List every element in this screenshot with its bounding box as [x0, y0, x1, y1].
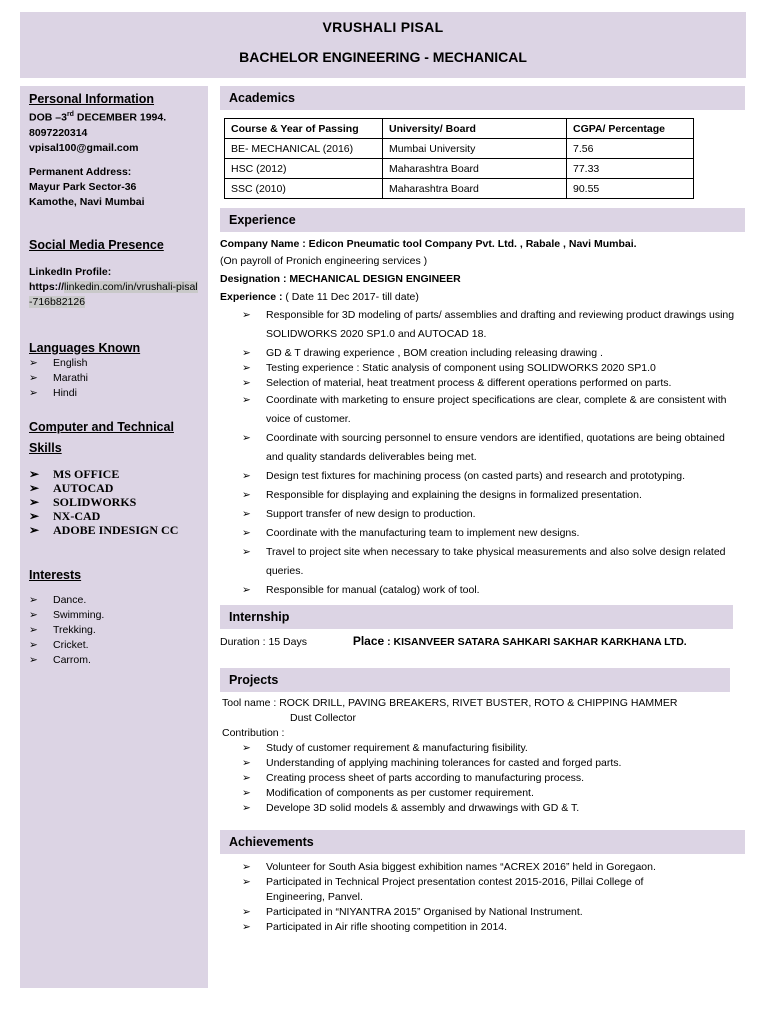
internship-heading: Internship: [220, 605, 733, 629]
interests-heading: Interests: [29, 567, 82, 582]
address-label: Permanent Address:: [29, 165, 132, 178]
internship-duration: Duration : 15 Days: [220, 636, 307, 648]
academics-table: [224, 118, 694, 199]
list-item: ➢ Cricket.: [29, 638, 89, 651]
achievement-bullets: [220, 860, 745, 935]
tool-name-continued: Dust Collector: [290, 712, 356, 724]
table-cell: Maharashtra Board: [383, 159, 567, 179]
list-item: ➢ Dance.: [29, 593, 87, 606]
linkedin-label: LinkedIn Profile:: [29, 265, 112, 278]
list-item: ➢ Responsible for manual (catalog) work of tool.: [220, 581, 745, 600]
list-item: ➢ Travel to project site when necessary to take physical measurements and also solve design related queries.: [220, 543, 745, 581]
arrow-bullet-icon: ➢: [242, 861, 251, 873]
languages-list: [29, 356, 199, 401]
arrow-bullet-icon: ➢: [29, 494, 40, 509]
list-item: ➢ Volunteer for South Asia biggest exhibition names “ACREX 2016” held in Goregaon.: [242, 861, 656, 873]
experience-bullets: [220, 306, 745, 600]
languages-heading: Languages Known: [29, 340, 141, 355]
column-header: Course & Year of Passing: [225, 119, 383, 139]
list-item: ➢ Hindi: [29, 386, 77, 399]
arrow-bullet-icon: ➢: [242, 508, 251, 520]
projects-heading: Projects: [220, 668, 730, 692]
arrow-bullet-icon: ➢: [242, 347, 251, 359]
list-item: ➢ English: [29, 356, 88, 369]
table-cell: Maharashtra Board: [383, 179, 567, 199]
sidebar: [20, 86, 208, 988]
list-item: ➢ Develope 3D solid models & assembly and drwawings with GD & T.: [242, 802, 580, 814]
list-item: ➢ Support transfer of new design to production.: [220, 505, 745, 524]
designation: Designation : MECHANICAL DESIGN ENGINEER: [220, 273, 461, 285]
table-header-row: [225, 119, 694, 139]
personal-info-heading: Personal Information: [29, 92, 155, 106]
payroll-note: (On payroll of Pronich engineering services ): [220, 255, 428, 267]
table-cell: 90.55: [567, 179, 694, 199]
list-item: ➢ Responsible for displaying and explaining the designs in formalized presentation.: [220, 486, 745, 505]
arrow-bullet-icon: ➢: [242, 394, 251, 406]
table-cell: SSC (2010): [225, 179, 383, 199]
arrow-bullet-icon: ➢: [29, 466, 40, 481]
arrow-bullet-icon: ➢: [242, 432, 251, 444]
table-cell: 77.33: [567, 159, 694, 179]
arrow-bullet-icon: ➢: [242, 527, 251, 539]
list-item: ➢ Creating process sheet of parts according to manufacturing process.: [242, 772, 585, 784]
address-line-2: Kamothe, Navi Mumbai: [29, 195, 145, 208]
arrow-bullet-icon: ➢: [242, 309, 251, 321]
arrow-bullet-icon: ➢: [242, 584, 251, 596]
table-row: [225, 139, 694, 159]
arrow-bullet-icon: ➢: [29, 371, 38, 384]
list-item: ➢ Testing experience : Static analysis of component using SOLIDWORKS 2020 SP1.0: [242, 362, 656, 374]
arrow-bullet-icon: ➢: [29, 638, 38, 651]
academics-heading: Academics: [220, 86, 745, 110]
internship-details: [220, 632, 745, 652]
arrow-bullet-icon: ➢: [242, 546, 251, 558]
arrow-bullet-icon: ➢: [29, 508, 40, 523]
list-item: ➢ Trekking.: [29, 623, 96, 636]
table-cell: Mumbai University: [383, 139, 567, 159]
list-item: ➢ AUTOCAD: [29, 480, 114, 495]
table-cell: 7.56: [567, 139, 694, 159]
arrow-bullet-icon: ➢: [242, 772, 251, 784]
main-content: [220, 86, 745, 935]
list-item: ➢ SOLIDWORKS: [29, 494, 137, 509]
table-row: [225, 179, 694, 199]
arrow-bullet-icon: ➢: [242, 362, 251, 374]
resume-header: [20, 12, 746, 78]
contribution-label: Contribution :: [222, 727, 285, 739]
list-item: ➢ NX-CAD: [29, 508, 101, 523]
list-item: ➢ Responsible for 3D modeling of parts/ assemblies and drafting and reviewing product drawings using SOLIDWORKS 2020 SP1.0 and AUTOCAD 18.: [220, 306, 745, 344]
linkedin-link[interactable]: https://linkedin.com/in/vrushali-pisal-716b82126: [29, 280, 198, 308]
list-item: ➢ Participated in Technical Project presentation contest 2015-2016, Pillai College of Engineering, Panvel.: [242, 876, 644, 903]
internship-place: : KISANVEER SATARA SAHKARI SAKHAR KARKHANA LTD.: [384, 636, 687, 648]
project-bullets: [220, 741, 745, 816]
arrow-bullet-icon: ➢: [242, 921, 251, 933]
address-line-1: Mayur Park Sector-36: [29, 180, 137, 193]
arrow-bullet-icon: ➢: [29, 623, 38, 636]
list-item: ➢ Marathi: [29, 371, 89, 384]
arrow-bullet-icon: ➢: [29, 593, 38, 606]
arrow-bullet-icon: ➢: [29, 386, 38, 399]
arrow-bullet-icon: ➢: [29, 356, 38, 369]
list-item: ➢ MS OFFICE: [29, 466, 120, 481]
list-item: ➢ Coordinate with marketing to ensure project specifications are clear, complete & are consistent with voice of customer.: [220, 391, 745, 429]
list-item: ➢ Participated in “NIYANTRA 2015” Organised by National Instrument.: [242, 906, 583, 918]
list-item: ➢ Modification of components as per customer requirement.: [242, 787, 534, 799]
list-item: ➢ Design test fixtures for machining process (on casted parts) and research and prototyping.: [220, 467, 745, 486]
arrow-bullet-icon: ➢: [242, 876, 251, 888]
internship-place-label: Place: [352, 634, 385, 648]
arrow-bullet-icon: ➢: [242, 787, 251, 799]
column-header: CGPA/ Percentage: [567, 119, 694, 139]
table-cell: BE- MECHANICAL (2016): [225, 139, 383, 159]
list-item: ➢ Participated in Air rifle shooting competition in 2014.: [242, 921, 508, 933]
list-item: ➢ GD & T drawing experience , BOM creation including releasing drawing .: [242, 347, 603, 359]
arrow-bullet-icon: ➢: [242, 757, 251, 769]
experience-duration: Experience : ( Date 11 Dec 2017- till date): [220, 291, 419, 303]
email-address[interactable]: vpisal100@gmail.com: [29, 141, 139, 154]
list-item: ➢ Coordinate with the manufacturing team to implement new designs.: [220, 524, 745, 543]
arrow-bullet-icon: ➢: [242, 470, 251, 482]
column-header: University/ Board: [383, 119, 567, 139]
table-row: [225, 159, 694, 179]
candidate-name: VRUSHALI PISAL: [322, 19, 444, 35]
list-item: ➢ Understanding of applying machining tolerances for casted and forged parts.: [242, 757, 622, 769]
arrow-bullet-icon: ➢: [242, 377, 251, 389]
candidate-degree: BACHELOR ENGINEERING - MECHANICAL: [239, 49, 527, 65]
list-item: ➢ ADOBE INDESIGN CC: [29, 522, 179, 537]
list-item: ➢ Swimming.: [29, 608, 105, 621]
skills-heading: Computer and Technical Skills: [29, 419, 174, 455]
social-media-heading: Social Media Presence: [29, 237, 164, 252]
arrow-bullet-icon: ➢: [29, 608, 38, 621]
dob: DOB –3rd DECEMBER 1994.: [29, 111, 167, 124]
arrow-bullet-icon: ➢: [29, 480, 40, 495]
list-item: ➢ Selection of material, heat treatment process & different operations performed on parts.: [242, 377, 672, 389]
interests-list: [29, 593, 199, 668]
achievements-heading: Achievements: [220, 830, 745, 854]
arrow-bullet-icon: ➢: [242, 489, 251, 501]
list-item: ➢ Study of customer requirement & manufacturing fisibility.: [242, 742, 528, 754]
company-name: Company Name : Edicon Pneumatic tool Company Pvt. Ltd. , Rabale , Navi Mumbai.: [220, 238, 637, 250]
table-cell: HSC (2012): [225, 159, 383, 179]
tool-name: Tool name : ROCK DRILL, PAVING BREAKERS, RIVET BUSTER, ROTO & CHIPPING HAMMER: [222, 697, 678, 709]
arrow-bullet-icon: ➢: [242, 802, 251, 814]
arrow-bullet-icon: ➢: [29, 522, 40, 537]
experience-heading: Experience: [220, 208, 745, 232]
arrow-bullet-icon: ➢: [29, 653, 38, 666]
list-item: ➢ Coordinate with sourcing personnel to ensure vendors are identified, quotations are being obtained and quality standards deliverables being met.: [220, 429, 745, 467]
skills-list: [29, 467, 199, 537]
arrow-bullet-icon: ➢: [242, 906, 251, 918]
phone-number: 8097220314: [29, 126, 88, 139]
list-item: ➢ Carrom.: [29, 653, 91, 666]
arrow-bullet-icon: ➢: [242, 742, 251, 754]
